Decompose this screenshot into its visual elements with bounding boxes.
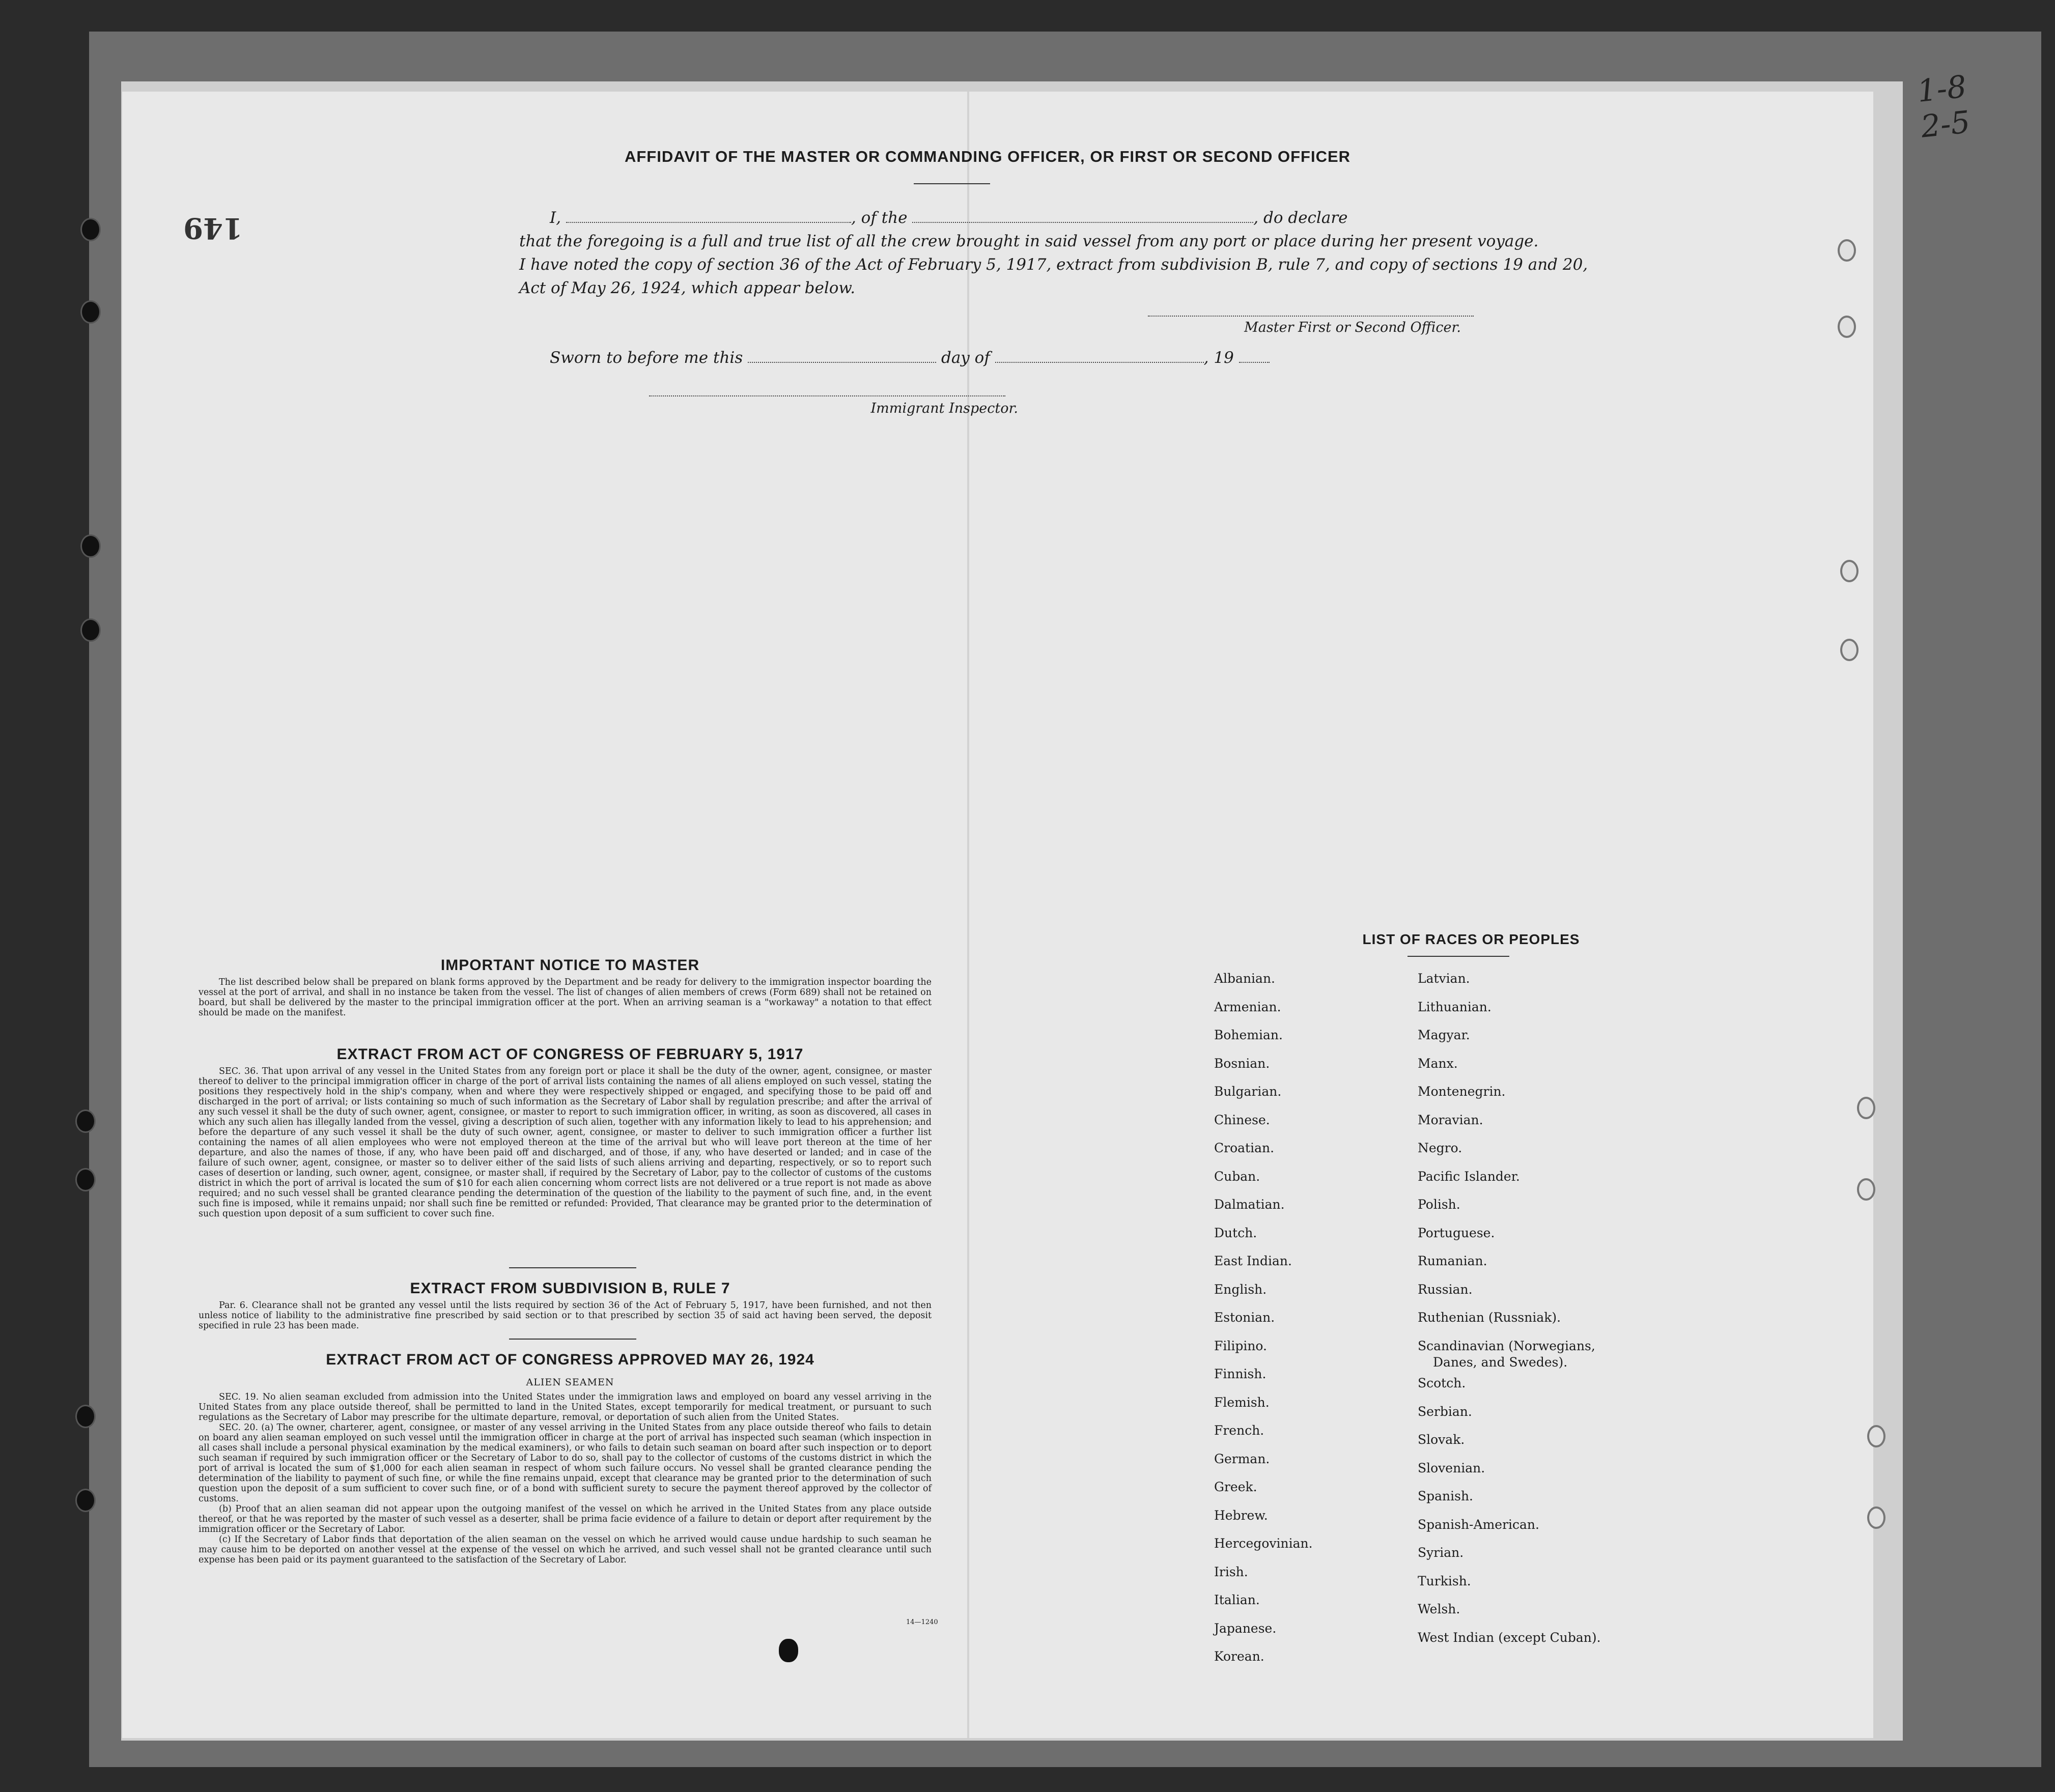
race-item: Slovak. xyxy=(1418,1432,1465,1447)
inspector-signature-label: Immigrant Inspector. xyxy=(870,401,1018,416)
race-item: Scotch. xyxy=(1418,1376,1466,1390)
sworn-prefix: Sworn to before me this xyxy=(550,349,743,367)
extract-1924-subtitle: ALIEN SEAMEN xyxy=(526,1377,614,1388)
race-item: Syrian. xyxy=(1418,1545,1464,1560)
binder-hole xyxy=(75,1405,96,1428)
serial-number: 149 xyxy=(183,211,243,245)
race-item: Chinese. xyxy=(1214,1112,1270,1127)
race-item: Korean. xyxy=(1214,1649,1264,1664)
binder-hole xyxy=(80,218,101,241)
handwritten-mark: 1-8 2-5 xyxy=(1915,69,1972,145)
sec-19: SEC. 19. No alien seaman excluded from admission into the United States under the immigration laws and employed on board any vessel arriving in the United States from any place outside thereof, shall be permitted to land in the United States, except temporarily for medical treatment, or pursuant to such regulations as the Secretary of Labor may prescribe for the ultimate departure, removal, or deportation of such alien from the United States. xyxy=(199,1392,932,1423)
race-item: Armenian. xyxy=(1214,999,1281,1014)
section-rule-2 xyxy=(509,1339,636,1340)
sworn-line xyxy=(550,349,1313,367)
race-item: Ruthenian (Russniak). xyxy=(1418,1310,1561,1325)
vessel-blank[interactable] xyxy=(912,210,1253,223)
race-item: Rumanian. xyxy=(1418,1254,1487,1268)
section-rule-1 xyxy=(509,1267,636,1268)
race-item: Estonian. xyxy=(1214,1310,1275,1325)
rule7-title: EXTRACT FROM SUBDIVISION B, RULE 7 xyxy=(410,1280,730,1297)
binder-ring xyxy=(1838,316,1856,338)
inspector-signature-line[interactable] xyxy=(649,395,1005,396)
binder-ring xyxy=(1838,239,1856,262)
race-item: Montenegrin. xyxy=(1418,1084,1506,1099)
race-item: Spanish-American. xyxy=(1418,1517,1539,1532)
race-item: Russian. xyxy=(1418,1282,1473,1297)
name-blank[interactable] xyxy=(566,210,851,223)
race-item: German. xyxy=(1214,1451,1270,1466)
ink-blot xyxy=(779,1639,798,1662)
binder-ring xyxy=(1867,1506,1885,1529)
sec-20c: (c) If the Secretary of Labor finds that deportation of the alien seaman on the vessel on which he arrived would cause undue hardship to such seaman he may cause him to be deported on another vessel at the expense of the vessel on which he arrived, and such vessel shall not be granted clearance until such expense has been paid or its payment guaranteed to the satisfaction of the Secretary of Labor. xyxy=(199,1534,932,1565)
race-item: Scandinavian (Norwegians, xyxy=(1418,1338,1595,1353)
race-item: Hebrew. xyxy=(1214,1507,1268,1523)
center-fold xyxy=(967,92,969,1738)
race-item: Spanish. xyxy=(1418,1489,1474,1503)
affidavit-line-4: Act of May 26, 1924, which appear below. xyxy=(519,279,856,297)
race-item: Dalmatian. xyxy=(1214,1197,1285,1212)
affidavit-text xyxy=(519,206,1639,300)
race-item: Irish. xyxy=(1214,1564,1248,1579)
binder-hole xyxy=(80,300,101,324)
affidavit-title: AFFIDAVIT OF THE MASTER OR COMMANDING OFFICER, OR FIRST OR SECOND OFFICER xyxy=(624,148,1351,165)
binder-hole xyxy=(80,534,101,558)
race-item: Dutch. xyxy=(1214,1225,1257,1240)
binder-hole xyxy=(75,1168,96,1191)
form-number: 14—1240 xyxy=(906,1618,938,1626)
race-item: Slovenian. xyxy=(1418,1460,1485,1475)
affidavit-line-1 xyxy=(519,206,1639,230)
race-item: Japanese. xyxy=(1214,1620,1277,1636)
race-item: Magyar. xyxy=(1418,1028,1470,1042)
race-item: Flemish. xyxy=(1214,1395,1270,1410)
race-item: Negro. xyxy=(1418,1141,1462,1155)
sec-20a: SEC. 20. (a) The owner, charterer, agent, consignee, or master of any vessel arriving in the United States from any place outside thereof who fails to detain on board any alien seaman employed on such vessel until the immigration officer in charge at the port of arrival has inspected such seaman (which inspection in all cases shall include a personal physical examination by the medical examiners), or who fails to detain such seaman on board after such inspection or to deport such seaman if required by such immigration officer or the Secretary of Labor to do so, shall pay to the collector of customs of the customs district in which the port of arrival is located the sum of $1,000 for each alien seaman in respect of whom such failure occurs. No vessel shall be granted clearance pending the determination of the liability to payment of such fine, or while the fine remains unpaid, except that clearance may be granted prior to the determination of such question upon the deposit of a sum sufficient to cover such fine, or of a bond with sufficient surety to secure the payment thereof approved by the collector of customs. xyxy=(199,1423,932,1504)
race-item: Albanian. xyxy=(1214,971,1276,986)
sworn-month-blank[interactable] xyxy=(995,350,1204,363)
extract-1924-title: EXTRACT FROM ACT OF CONGRESS APPROVED MAY 26, 1924 xyxy=(326,1351,814,1368)
notice-body: The list described below shall be prepared on blank forms approved by the Department and be ready for delivery to the immigration inspector boarding the vessel at the port of arrival, and shall in no instance be taken from the vessel. The list of changes of alien members of crews (Form 689) shall not be retained on board, but shall be delivered by the master to the principal immigration officer at the port. When an arriving seaman is a "workaway" a notation to that effect should be made on the manifest. xyxy=(199,977,932,1018)
extract-1917-body: SEC. 36. That upon arrival of any vessel in the United States from any foreign port or place it shall be the duty of the owner, agent, consignee, or master thereof to deliver to the principal immigration officer in charge of the port of arrival lists containing the names of all aliens employed on such vessel, stating the positions they respectively hold in the ship's company, when and where they were respectively shipped or engaged, and specifying those to be paid off and discharged in the port of arrival; or lists containing so much of such information as the Secretary of Labor shall by regulation prescribe; and after the arrival of any such vessel it shall be the duty of such owner, agent, consignee, or master to report to such immigration officer, in writing, as soon as discovered, all cases in which any such alien has illegally landed from the vessel, giving a description of such alien, together with any information likely to lead to his apprehension; and before the departure of any such vessel it shall be the duty of such owner, agent, consignee, or master to deliver to such immigration officer a further list containing the names of all alien employees who were not employed thereon at the time of the arrival but who will leave port thereon at the time of her departure, and also the names of those, if any, who have been paid off and discharged, and of those, if any, who have deserted or landed; and in case of the failure of such owner, agent, consignee, or master so to deliver either of the said lists of such aliens arriving and departing, respectively, or so to report such cases of desertion or landing, such owner, agent, consignee, or master shall, if required by the Secretary of Labor, pay to the collector of customs of the customs district in which the port of arrival is located the sum of $10 for each alien concerning whom correct lists are not delivered or a true report is not made as above required; and no such vessel shall be granted clearance pending the determination of the question of the liability to the payment of such fine, and, in the event such fine is imposed, while it remains unpaid; nor shall such fine be remitted or refunded: Provided, That clearance may be granted prior to the determination of such question upon deposit of a sum sufficient to cover such fine. xyxy=(199,1066,932,1219)
binder-ring xyxy=(1857,1178,1875,1201)
binder-ring xyxy=(1867,1425,1885,1447)
race-item: Croatian. xyxy=(1214,1141,1275,1155)
race-item: Bosnian. xyxy=(1214,1056,1270,1071)
race-item: Greek. xyxy=(1214,1480,1257,1494)
race-item: Turkish. xyxy=(1418,1573,1471,1588)
master-signature-line[interactable] xyxy=(1148,316,1474,317)
binder-ring xyxy=(1840,639,1859,661)
race-item: Welsh. xyxy=(1418,1602,1460,1616)
master-signature-label: Master First or Second Officer. xyxy=(1244,320,1461,335)
race-item: Hercegovinian. xyxy=(1214,1536,1313,1551)
race-item: Filipino. xyxy=(1214,1338,1267,1353)
race-item: Portuguese. xyxy=(1418,1225,1495,1240)
sworn-year: , 19 xyxy=(1203,349,1234,367)
race-item: Manx. xyxy=(1418,1056,1458,1071)
race-item: English. xyxy=(1214,1282,1267,1297)
sworn-day-of: day of xyxy=(941,349,990,367)
race-item: Pacific Islander. xyxy=(1418,1169,1520,1184)
race-item: Italian. xyxy=(1214,1592,1260,1607)
race-item: Cuban. xyxy=(1214,1169,1260,1184)
race-item: Danes, and Swedes). xyxy=(1433,1354,1568,1370)
sworn-year-blank[interactable] xyxy=(1239,350,1270,363)
notice-title: IMPORTANT NOTICE TO MASTER xyxy=(440,957,700,974)
binder-hole xyxy=(75,1110,96,1133)
race-item: Moravian. xyxy=(1418,1112,1483,1127)
race-item: Lithuanian. xyxy=(1418,999,1491,1014)
affidavit-line-2: that the foregoing is a full and true list of all the crew brought in said vessel from any port or place during her present voyage. xyxy=(519,232,1539,250)
race-item: Latvian. xyxy=(1418,971,1470,986)
affidavit-of-the: , of the xyxy=(851,209,908,227)
affidavit-i: I, xyxy=(550,209,561,227)
extract-1924-body xyxy=(199,1392,932,1565)
race-item: Serbian. xyxy=(1418,1404,1472,1419)
sec-20b: (b) Proof that an alien seaman did not appear upon the outgoing manifest of the vessel on which he arrived in the United States from any place outside thereof, or that he was reported by the master of such vessel as a deserter, shall be prima facie evidence of a failure to detain or deport after requirement by the immigration officer or the Secretary of Labor. xyxy=(199,1504,932,1534)
race-item: East Indian. xyxy=(1214,1254,1292,1268)
race-item: French. xyxy=(1214,1423,1264,1438)
binder-ring xyxy=(1857,1097,1875,1119)
affidavit-line-3: I have noted the copy of section 36 of the Act of February 5, 1917, extract from subdivision B, rule 7, and copy of sections 19 and 20, xyxy=(519,255,1588,274)
binder-ring xyxy=(1840,560,1859,582)
rule7-body: Par. 6. Clearance shall not be granted any vessel until the lists required by section 36 of the Act of February 5, 1917, have been furnished, and not then unless notice of liability to the administrative fine prescribed by said section or to that prescribed by section 35 of said act having been served, the deposit specified in rule 23 has been made. xyxy=(199,1300,932,1331)
manifest-page xyxy=(122,69,1972,1738)
races-rule xyxy=(1407,956,1509,957)
sworn-date-blank[interactable] xyxy=(748,350,936,363)
race-item: Bulgarian. xyxy=(1214,1084,1282,1099)
race-item: Finnish. xyxy=(1214,1367,1266,1381)
title-rule xyxy=(914,183,990,184)
affidavit-do-declare: , do declare xyxy=(1253,209,1348,227)
binder-hole xyxy=(75,1489,96,1512)
race-item: Bohemian. xyxy=(1214,1028,1283,1042)
binder-hole xyxy=(80,618,101,642)
race-item: Polish. xyxy=(1418,1197,1460,1212)
races-title: LIST OF RACES OR PEOPLES xyxy=(1362,931,1580,947)
extract-1917-title: EXTRACT FROM ACT OF CONGRESS OF FEBRUARY 5, 1917 xyxy=(336,1046,804,1063)
race-item: West Indian (except Cuban). xyxy=(1418,1630,1601,1645)
